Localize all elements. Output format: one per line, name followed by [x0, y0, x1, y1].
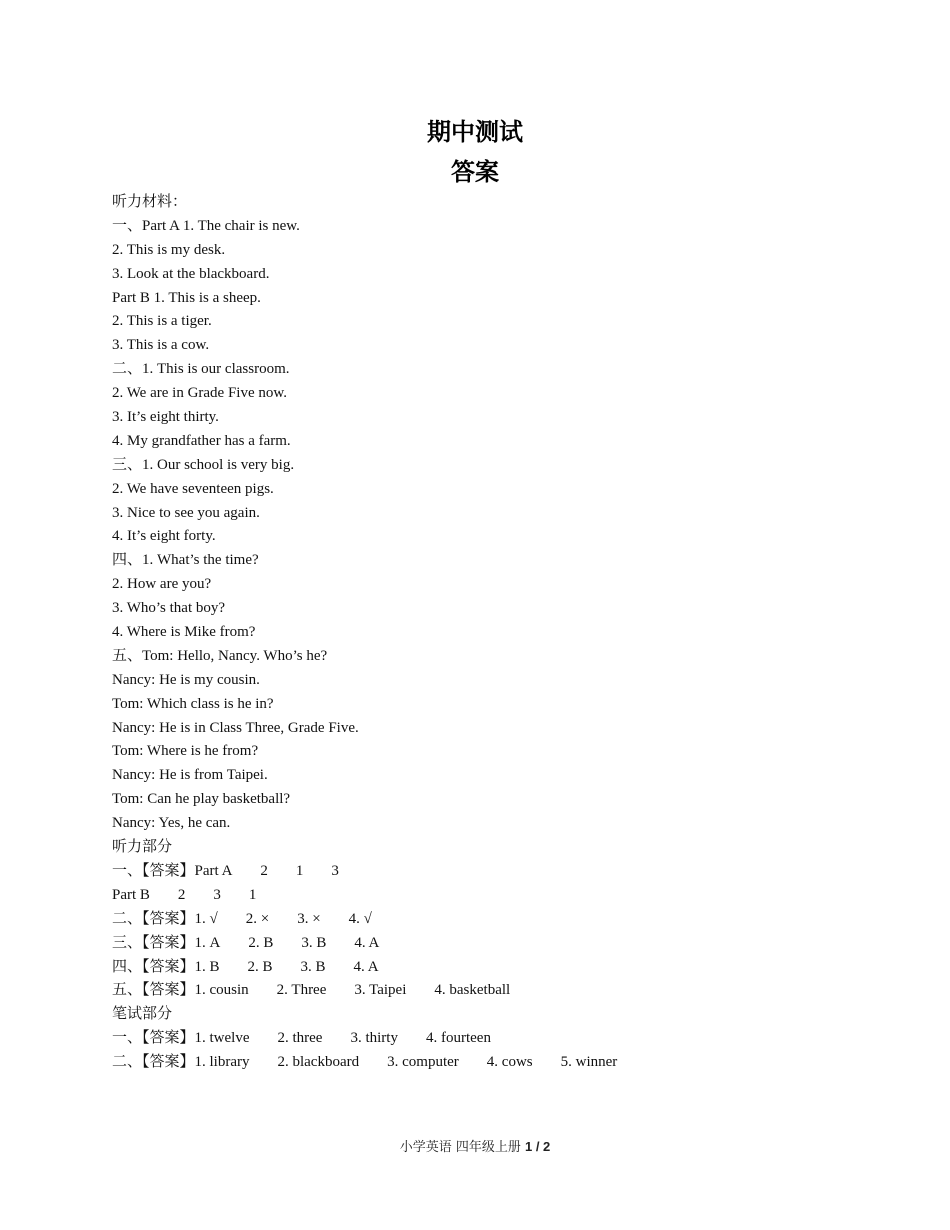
answer-content — [112, 191, 852, 1075]
answer-prefix: 一、【答案】1. twelve — [112, 1030, 250, 1047]
text-line: 五、Tom: Hello, Nancy. Who’s he? — [112, 647, 328, 664]
text-line: 3. Nice to see you again. — [112, 504, 260, 521]
answer-item: 4. basketball — [434, 982, 511, 999]
text-line: 听力部分 — [112, 839, 173, 856]
answer-item: 2. B — [247, 958, 273, 975]
answer-prefix: 四、【答案】1. B — [112, 958, 220, 975]
answer-item: 3. × — [297, 910, 321, 927]
answer-item: 2. Three — [276, 982, 327, 999]
answer-item: 2. blackboard — [277, 1054, 360, 1071]
answer-item: 3. thirty — [350, 1030, 398, 1047]
answer-item: 2. B — [248, 934, 274, 951]
answer-row — [112, 956, 852, 980]
answer-row — [112, 860, 852, 884]
text-line: Part B 1. This is a sheep. — [112, 289, 261, 306]
answer-row — [112, 884, 852, 908]
answer-item: 2 — [260, 862, 268, 879]
answer-item: 3 — [331, 862, 339, 879]
listening-script — [112, 191, 852, 860]
text-line: 4. Where is Mike from? — [112, 624, 256, 641]
answer-row — [112, 908, 852, 932]
text-line: 3. Look at the blackboard. — [112, 265, 270, 282]
text-line: 2. How are you? — [112, 576, 212, 593]
text-line: 三、1. Our school is very big. — [112, 456, 295, 473]
answer-item: 2. × — [245, 910, 270, 927]
answer-item: 4. fourteen — [425, 1030, 491, 1047]
answer-item: 1 — [248, 886, 257, 903]
answer-item: 3. B — [301, 934, 327, 951]
answer-item: 3. computer — [387, 1054, 459, 1071]
page-subtitle: 答案 — [451, 158, 499, 186]
answer-item: 4. A — [354, 934, 380, 951]
text-line: 二、1. This is our classroom. — [112, 361, 290, 378]
answer-item: 2. three — [277, 1030, 323, 1047]
answer-row — [112, 1051, 852, 1075]
answer-item: 4. A — [353, 958, 379, 975]
text-line: 2. We are in Grade Five now. — [112, 385, 287, 402]
written-answers — [112, 1027, 852, 1075]
answer-item: 3. Taipei — [354, 982, 407, 999]
answer-prefix: 五、【答案】1. cousin — [112, 982, 249, 999]
answer-row — [112, 932, 852, 956]
text-line: 四、1. What’s the time? — [112, 552, 259, 569]
answer-row — [112, 1027, 852, 1051]
answer-item: 4. √ — [348, 910, 372, 927]
text-line: 3. This is a cow. — [112, 337, 210, 354]
listening-answers — [112, 860, 852, 1003]
text-line: 听力材料： — [112, 194, 188, 210]
text-line: Nancy: He is my cousin. — [112, 671, 260, 688]
answer-item: 4. cows — [486, 1054, 533, 1071]
answer-item: 2 — [177, 886, 186, 903]
text-line: Nancy: He is from Taipei. — [112, 767, 268, 784]
text-line: Tom: Can he play basketball? — [112, 791, 291, 808]
answer-prefix: 三、【答案】1. A — [112, 934, 221, 951]
text-line: 3. It’s eight thirty. — [112, 409, 219, 426]
page-number: 1 / 2 — [524, 1139, 551, 1154]
text-line: 4. It’s eight forty. — [112, 528, 216, 545]
answer-item: 3 — [213, 886, 221, 903]
text-line: Nancy: Yes, he can. — [112, 815, 231, 832]
answer-prefix: Part B — [112, 886, 150, 903]
text-line: 3. Who’s that boy? — [112, 600, 226, 617]
answer-row — [112, 979, 852, 1003]
answer-item: 3. B — [300, 958, 326, 975]
answer-prefix: 二、【答案】1. √ — [112, 910, 218, 927]
answer-prefix: 一、【答案】Part A — [112, 862, 233, 879]
text-line: 2. We have seventeen pigs. — [112, 480, 274, 497]
footer-text: 小学英语 四年级上册 — [399, 1140, 521, 1155]
text-line: Tom: Which class is he in? — [112, 695, 274, 712]
text-line: Nancy: He is in Class Three, Grade Five. — [112, 719, 359, 736]
text-line: 2. This is my desk. — [112, 241, 226, 258]
text-line: 2. This is a tiger. — [112, 313, 212, 330]
text-line: 4. My grandfather has a farm. — [112, 432, 291, 449]
text-line: Tom: Where is he from? — [112, 743, 259, 760]
answer-item: 5. winner — [560, 1054, 618, 1071]
answer-prefix: 二、【答案】1. library — [112, 1054, 250, 1071]
page-footer — [0, 1136, 950, 1155]
text-line: 一、Part A 1. The chair is new. — [112, 217, 300, 234]
written-heading: 笔试部分 — [112, 1006, 173, 1023]
answer-item: 1 — [295, 862, 304, 879]
page-title: 期中测试 — [427, 118, 523, 146]
